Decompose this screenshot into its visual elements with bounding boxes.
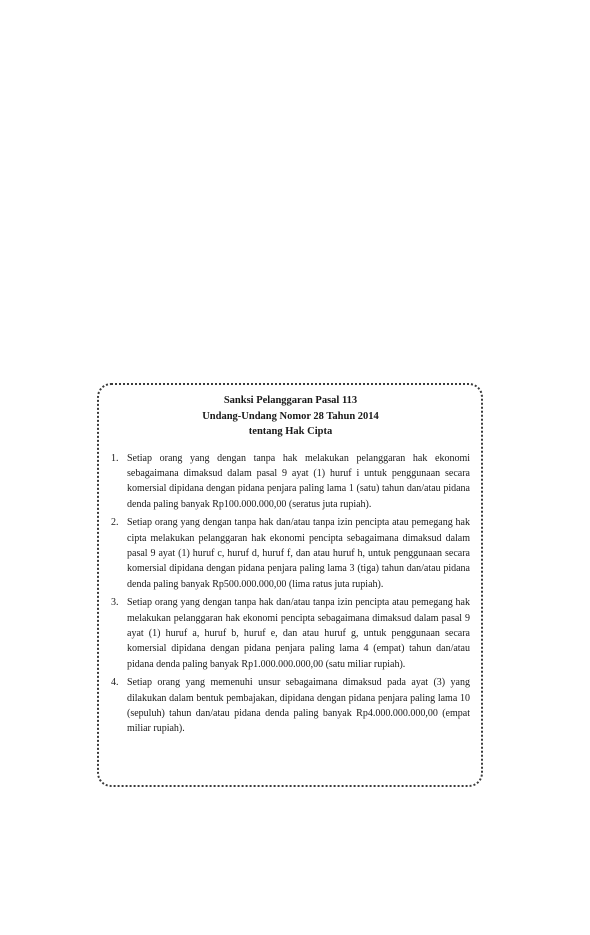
notice-title-line-2: Undang-Undang Nomor 28 Tahun 2014 bbox=[202, 410, 379, 422]
clause-number: 1. bbox=[111, 452, 119, 464]
clause-text: Setiap orang yang memenuhi unsur sebagaimana dimaksud pada ayat (3) yang dilakukan dalam bentuk pembajakan, dipidana dengan pidana penjara paling lama 10 (sepuluh) tahun dan/atau pidana denda paling banyak Rp4.000.000.000,00 (empat miliar rupiah). bbox=[127, 677, 470, 735]
clause-list bbox=[111, 451, 470, 737]
clause-item-1 bbox=[111, 451, 470, 513]
clause-number: 2. bbox=[111, 517, 119, 529]
notice-title-line-1: Sanksi Pelanggaran Pasal 113 bbox=[223, 395, 358, 406]
clause-text: Setiap orang yang dengan tanpa hak dan/atau tanpa izin pencipta atau pemegang hak melakukan pelanggaran hak ekonomi pencipta sebagaimana dimaksud dalam pasal 9 ayat (1) huruf a, huruf b, huruf e, dan atau huruf g, untuk penggunaan secara komersial dipidana dengan pidana penjara paling lama 4 (empat) tahun dan/atau pidana denda paling banyak Rp1.000.000.000,00 (satu miliar rupiah). bbox=[127, 597, 470, 670]
notice-title-line-3: tentang Hak Cipta bbox=[248, 426, 333, 437]
clause-number: 3. bbox=[111, 597, 119, 609]
clause-number: 4. bbox=[111, 677, 119, 689]
clause-item-2 bbox=[111, 515, 470, 592]
clause-text: Setiap orang yang dengan tanpa hak dan/atau tanpa izin pencipta atau pemegang hak cipta melakukan pelanggaran hak ekonomi pencipta sebagaimana dimaksud dalam pasal 9 ayat (1) huruf c, huruf d, huruf f, dan atau huruf h, untuk penggunaan secara komersial dipidana dengan pidana penjara paling lama 3 (tiga) tahun dan/atau pidana denda paling banyak Rp500.000.000,00 (lima ratus juta rupiah). bbox=[127, 517, 470, 590]
clause-item-4 bbox=[111, 675, 470, 737]
clause-item-3 bbox=[111, 595, 470, 672]
copyright-sanction-notice bbox=[97, 383, 483, 787]
notice-heading bbox=[111, 393, 470, 440]
clause-text: Setiap orang yang dengan tanpa hak melakukan pelanggaran hak ekonomi sebagaimana dimaksud dalam pasal 9 ayat (1) huruf i untuk penggunaan secara komersial dipidana dengan pidana penjara paling lama 1 (satu) tahun dan/atau pidana denda paling banyak Rp100.000.000,00 (seratus juta rupiah). bbox=[127, 452, 470, 510]
